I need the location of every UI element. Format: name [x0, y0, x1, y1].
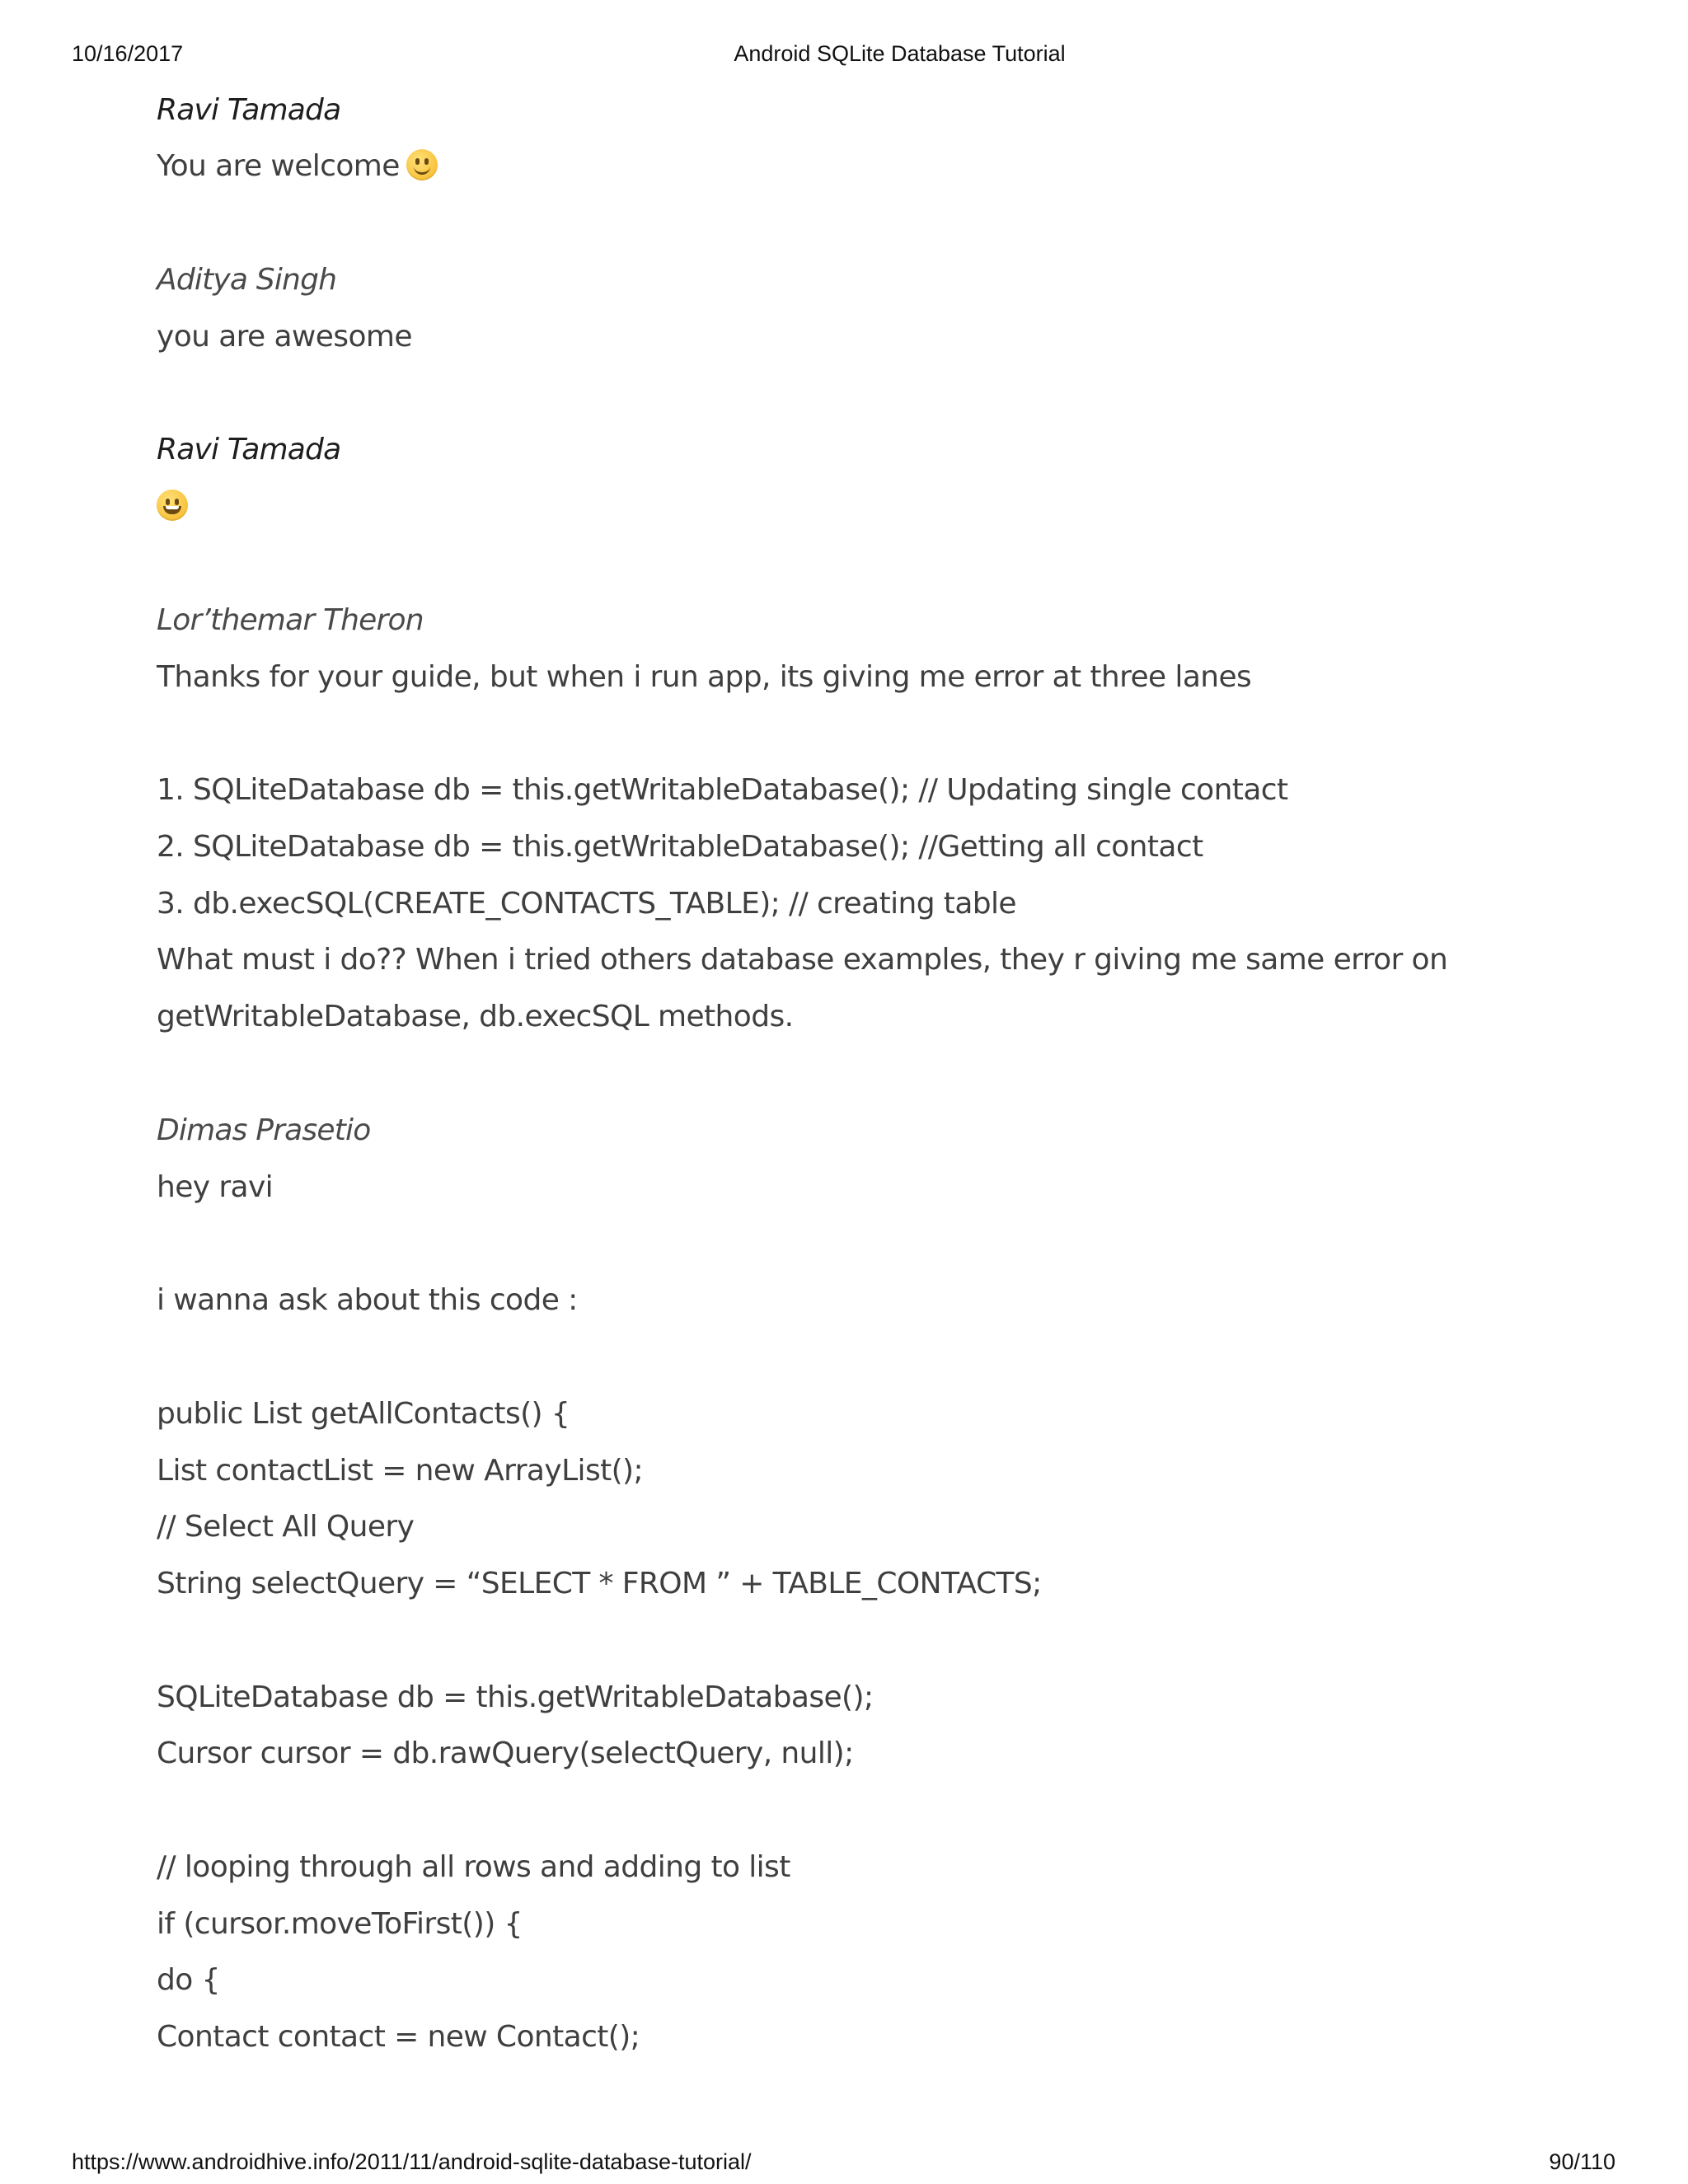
comment-code-line: Contact contact = new Contact(); [157, 2020, 640, 2054]
comment-author: Lor’themar Theron [157, 603, 424, 637]
comment-text: 1. SQLiteDatabase db = this.getWritableDatabase(); // Updating single contact [157, 773, 1288, 807]
print-header [0, 41, 1688, 74]
page-url: https://www.androidhive.info/2011/11/android-sqlite-database-tutorial/ [72, 2149, 752, 2174]
print-date: 10/16/2017 [72, 41, 184, 66]
comment-text: hey ravi [157, 1170, 274, 1204]
comment-code-line: SQLiteDatabase db = this.getWritableDatabase(); [157, 1680, 874, 1714]
comment-text: Thanks for your guide, but when i run app, its giving me error at three lanes [157, 660, 1252, 694]
comment-text: What must i do?? When i tried others database examples, they r giving me same error on [157, 943, 1448, 977]
comment-text: 2. SQLiteDatabase db = this.getWritableDatabase(); //Getting all contact [157, 830, 1203, 864]
page-number: 90/110 [1549, 2149, 1615, 2174]
comment-code-line: do { [157, 1963, 220, 1997]
comment-text: i wanna ask about this code : [157, 1283, 578, 1317]
print-footer [0, 2149, 1688, 2182]
page-title: Android SQLite Database Tutorial [734, 41, 1066, 66]
comment-text [157, 482, 188, 532]
comment-author: Aditya Singh [157, 263, 337, 297]
comment-code-line: public List getAllContacts() { [157, 1397, 570, 1431]
grinning-emoji [157, 490, 188, 521]
comment-text: you are awesome [157, 320, 412, 354]
comment-code-line: Cursor cursor = db.rawQuery(selectQuery, null); [157, 1736, 854, 1770]
comment-text: getWritableDatabase, db.execSQL methods. [157, 1000, 794, 1033]
comment-text: 3. db.execSQL(CREATE_CONTACTS_TABLE); // creating table [157, 887, 1016, 921]
comment-code-line: // looping through all rows and adding to list [157, 1850, 790, 1884]
comment-code-line: List contactList = new ArrayList(); [157, 1454, 644, 1488]
comment-code-line: String selectQuery = “SELECT * FROM ” + TABLE_CONTACTS; [157, 1567, 1042, 1601]
comment-author: Ravi Tamada [157, 433, 341, 466]
comment-text: You are welcome [157, 142, 438, 191]
comment-author: Dimas Prasetio [157, 1113, 371, 1147]
comment-code-line: if (cursor.moveToFirst()) { [157, 1907, 523, 1941]
comment-author: Ravi Tamada [157, 93, 341, 127]
slight-smile-emoji [406, 149, 438, 180]
comment-code-line: // Select All Query [157, 1510, 415, 1544]
